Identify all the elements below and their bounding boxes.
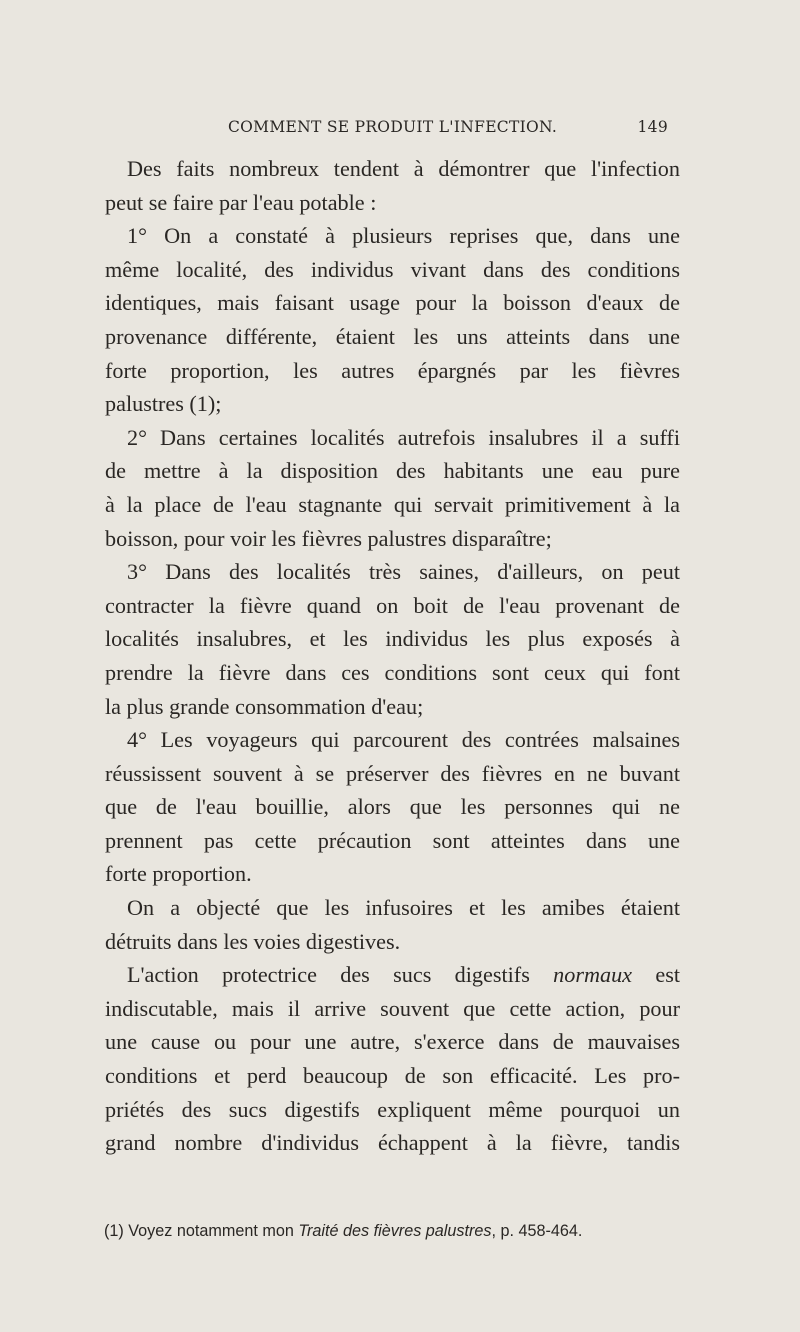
footnote-text-after: , p. 458-464. bbox=[491, 1222, 583, 1240]
text-line: indiscutable, mais il arrive souvent que cette action, pour bbox=[105, 995, 680, 1021]
running-title: COMMENT SE PRODUIT L'INFECTION. bbox=[228, 118, 558, 136]
text-line: la plus grande consommation d'eau; bbox=[105, 693, 424, 719]
text-line: que de l'eau bouillie, alors que les personnes qui ne bbox=[105, 794, 680, 820]
text-line: une cause ou pour une autre, s'exerce dans de mauvaises bbox=[105, 1029, 680, 1055]
text-line: forte proportion. bbox=[105, 861, 252, 887]
text-line: détruits dans les voies digestives. bbox=[105, 928, 401, 954]
text-line: palustres (1); bbox=[105, 391, 222, 417]
text-line: grand nombre d'individus échappent à la fièvre, tandis bbox=[105, 1130, 680, 1156]
text-line: réussissent souvent à se préserver des fièvres en ne buvant bbox=[105, 760, 680, 786]
text-line: provenance différente, étaient les uns atteints dans une bbox=[105, 323, 680, 349]
text-line: 1° On a constaté à plusieurs reprises que, dans une bbox=[127, 223, 680, 249]
text-line: 2° Dans certaines localités autrefois insalubres il a suffi bbox=[127, 424, 680, 450]
text-line: identiques, mais faisant usage pour la boisson d'eaux de bbox=[105, 290, 680, 316]
body-text bbox=[105, 152, 680, 1160]
footnote bbox=[104, 1222, 694, 1241]
text-line: prendre la fièvre dans ces conditions sont ceux qui font bbox=[105, 659, 680, 685]
text-line: de mettre à la disposition des habitants une eau pure bbox=[105, 458, 680, 484]
footnote-text-before: (1) Voyez notamment mon bbox=[104, 1222, 299, 1240]
text-line: même localité, des individus vivant dans des conditions bbox=[105, 256, 680, 282]
text-line: prennent pas cette précaution sont atteintes dans une bbox=[105, 827, 680, 853]
footnote-book-title: Traité des fièvres palustres bbox=[298, 1222, 492, 1240]
text-line: 3° Dans des localités très saines, d'ailleurs, on peut bbox=[127, 559, 680, 585]
text-line: Des faits nombreux tendent à démontrer que l'infection bbox=[127, 156, 680, 181]
text-segment: est bbox=[632, 962, 680, 988]
text-line: à la place de l'eau stagnante qui servait primitivement à la bbox=[105, 491, 680, 517]
page-number: 149 bbox=[637, 118, 668, 136]
text-line: forte proportion, les autres épargnés par les fièvres bbox=[105, 357, 680, 383]
text-line: boisson, pour voir les fièvres palustres disparaître; bbox=[105, 525, 552, 551]
text-line: priétés des sucs digestifs expliquent même pourquoi un bbox=[105, 1096, 680, 1122]
text-line: contracter la fièvre quand on boit de l'eau provenant de bbox=[105, 592, 680, 618]
text-line: conditions et perd beaucoup de son efficacité. Les pro- bbox=[105, 1063, 680, 1089]
italic-word: normaux bbox=[553, 962, 633, 988]
text-line: peut se faire par l'eau potable : bbox=[105, 189, 377, 215]
text-line: localités insalubres, et les individus les plus exposés à bbox=[105, 626, 680, 652]
text-line bbox=[105, 958, 680, 992]
text-line: On a objecté que les infusoires et les amibes étaient bbox=[127, 895, 680, 921]
text-line: 4° Les voyageurs qui parcourent des contrées malsaines bbox=[127, 727, 680, 753]
text-segment: L'action protectrice des sucs digestifs bbox=[127, 962, 554, 988]
